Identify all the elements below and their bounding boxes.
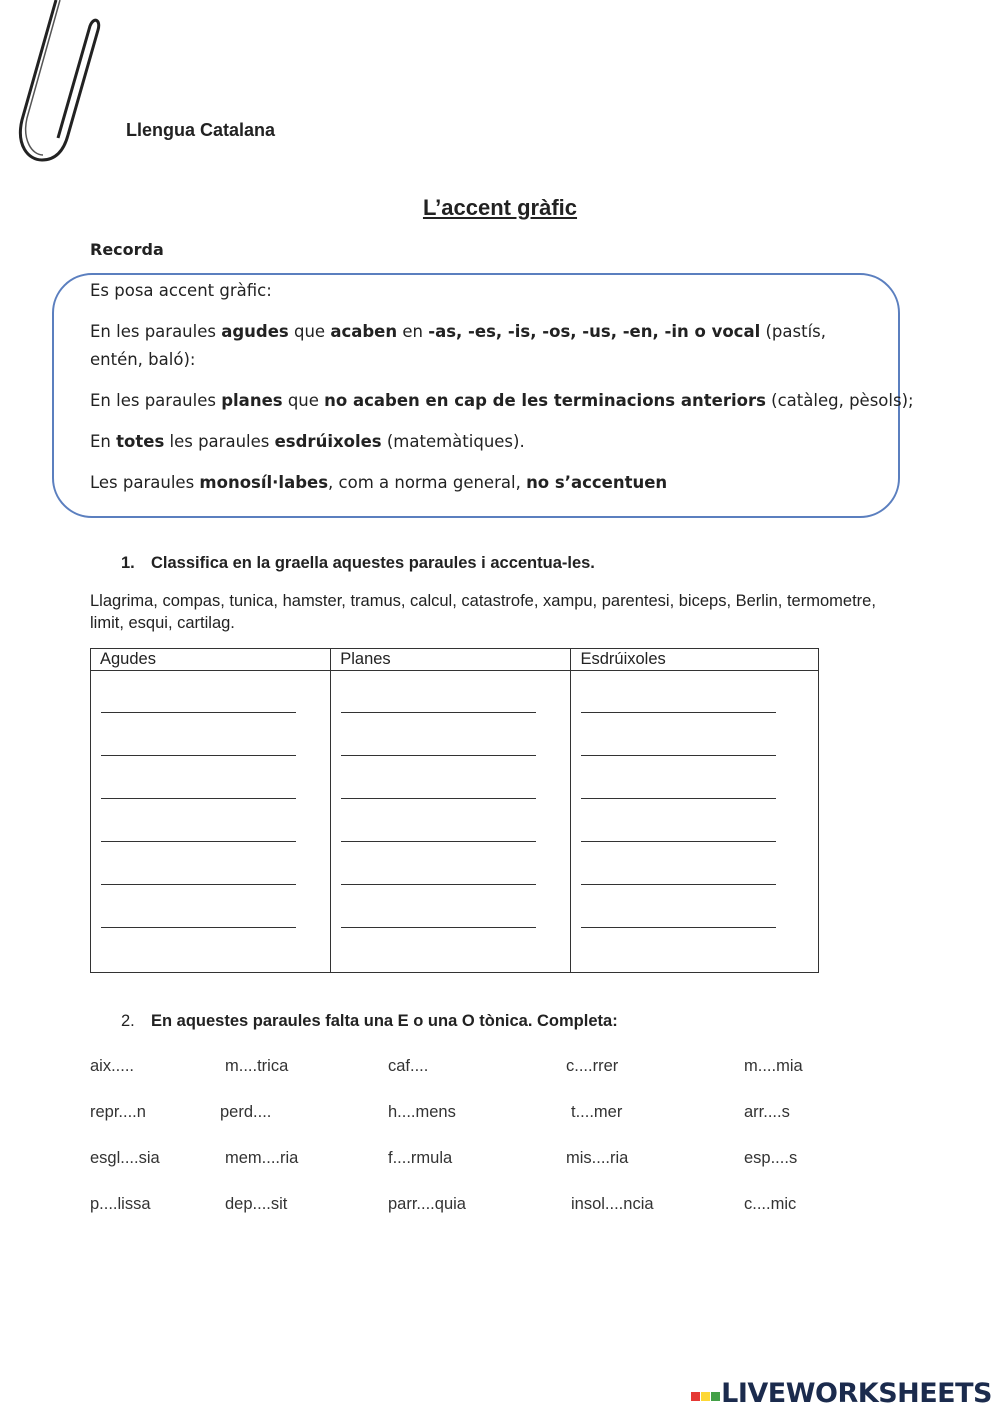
fill-in-word[interactable]: mem....ria [225,1149,299,1167]
answer-blank[interactable] [331,671,570,714]
fill-in-word[interactable]: m....trica [225,1057,289,1075]
answer-blank[interactable] [331,757,570,800]
answer-blank[interactable] [571,886,818,929]
answer-blank[interactable] [571,843,818,886]
column-header-planes: Planes [331,649,571,671]
fill-in-word[interactable]: parr....quia [388,1195,466,1213]
fill-in-word[interactable]: insol....ncia [571,1195,654,1213]
answer-blank[interactable] [331,714,570,757]
rule-esdruixoles: En totes les paraules esdrúixoles (matemàtiques). [90,432,525,451]
answer-blank[interactable] [571,714,818,757]
rule-planes: En les paraules planes que no acaben en cap de les terminacions anteriors (catàleg, pèsols); [90,391,914,410]
fill-in-word[interactable]: c....mic [744,1195,797,1213]
rule-agudes: En les paraules agudes que acaben en -as, -es, -is, -os, -us, -en, -in o vocal (pastís, [90,322,827,341]
recorda-label: Recorda [90,240,164,259]
exercise1-word-list: Llagrima, compas, tunica, hamster, tramus, calcul, catastrofe, xampu, parentesi, biceps, Berlin, termometre, limit, esqui, cartilag. [90,592,876,632]
answer-blank[interactable] [331,886,570,929]
fill-in-word[interactable]: h....mens [388,1103,456,1121]
fill-in-word[interactable]: m....mia [744,1057,803,1075]
answer-blank[interactable] [91,886,330,929]
answer-blank[interactable] [91,757,330,800]
fill-in-word[interactable]: f....rmula [388,1149,453,1167]
fill-in-word[interactable]: esgl....sia [90,1149,160,1167]
exercise2-heading: 2. En aquestes paraules falta una E o una O tònica. Completa: [121,1012,618,1030]
exercise1-heading: 1. Classifica en la graella aquestes paraules i accentua-les. [121,554,595,572]
answer-blank[interactable] [331,843,570,886]
esdruixoles-column [571,671,819,973]
fill-in-word[interactable]: repr....n [90,1103,146,1121]
fill-in-word[interactable]: mis....ria [566,1149,629,1167]
answer-blank[interactable] [91,843,330,886]
answer-blank[interactable] [91,800,330,843]
fill-in-word[interactable]: perd.... [220,1103,272,1121]
subject-label: Llengua Catalana [126,120,276,140]
page-title: L’accent gràfic [422,195,578,220]
answer-blank[interactable] [331,800,570,843]
answer-blank[interactable] [91,714,330,757]
planes-column [331,671,571,973]
classification-table [90,648,819,973]
fill-in-word[interactable]: esp....s [744,1149,798,1167]
liveworksheets-logo: LIVEWORKSHEETS [691,1378,992,1409]
fill-in-word[interactable]: arr....s [744,1103,790,1121]
agudes-column [91,671,331,973]
answer-blank[interactable] [91,671,330,714]
fill-in-word[interactable]: c....rrer [566,1057,619,1075]
answer-blank[interactable] [571,671,818,714]
answer-blank[interactable] [571,757,818,800]
column-header-esdruixoles: Esdrúixoles [571,649,819,671]
fill-in-word[interactable]: p....lissa [90,1195,151,1213]
fill-in-word[interactable]: t....mer [571,1103,623,1121]
rule-monosillabes: Les paraules monosíl·labes, com a norma general, no s’accentuen [90,473,668,492]
fill-in-word[interactable]: aix..... [90,1057,135,1075]
paperclip-icon [8,0,103,170]
rules-intro: Es posa accent gràfic: [90,281,272,300]
column-header-agudes: Agudes [91,649,331,671]
rule-agudes-examples: entén, baló): [90,350,196,369]
answer-blank[interactable] [571,800,818,843]
fill-in-word[interactable]: caf.... [388,1057,429,1075]
fill-in-word[interactable]: dep....sit [225,1195,288,1213]
